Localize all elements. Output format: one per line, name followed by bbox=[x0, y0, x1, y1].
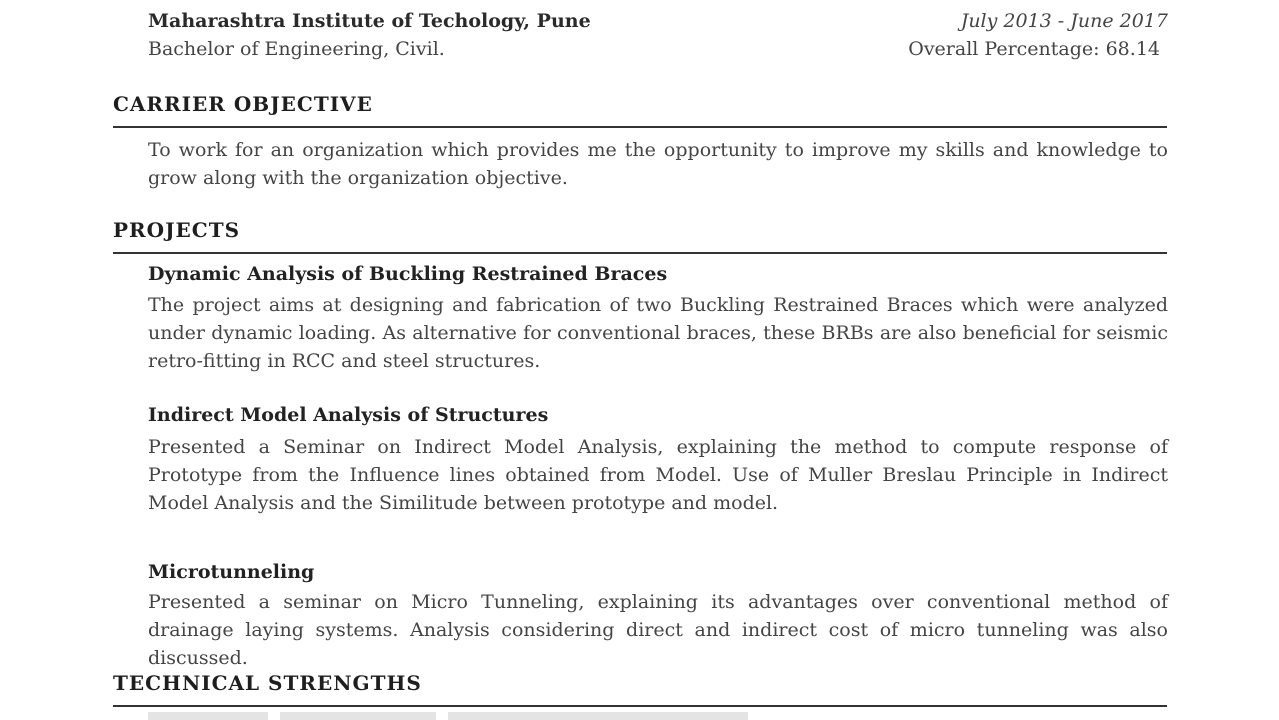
section-rule-projects bbox=[113, 252, 1167, 254]
overall-percentage: Overall Percentage: 68.14 bbox=[908, 38, 1160, 60]
project-description: Presented a Seminar on Indirect Model Analysis, explaining the method to compute response of Prototype from the Influence lines obtained from Model. Use of Muller Breslau Principle in Indirect Model Analysis and the Similitude between prototype and model. bbox=[148, 436, 1168, 514]
section-rule-objective bbox=[113, 126, 1167, 128]
education-dates: July 2013 - June 2017 bbox=[960, 10, 1168, 32]
project-description: The project aims at designing and fabrication of two Buckling Restrained Braces which were analyzed under dynamic loading. As alternative for conventional braces, these BRBs are also beneficial for seismic retro-fitting in RCC and steel structures. bbox=[148, 294, 1168, 372]
education-row-institute bbox=[148, 10, 1168, 32]
project-description: Presented a seminar on Micro Tunneling, explaining its advantages over conventional method of drainage laying systems. Analysis considering direct and indirect cost of micro tunneling was also discussed. bbox=[148, 591, 1168, 669]
section-heading-objective: CARRIER OBJECTIVE bbox=[113, 92, 373, 116]
section-rule-technical bbox=[113, 705, 1167, 707]
objective-text: To work for an organization which provides me the opportunity to improve my skills and knowledge to grow along with the organization objective. bbox=[148, 139, 1168, 189]
project-title: Microtunneling bbox=[148, 561, 315, 583]
institute-name: Maharashtra Institute of Techology, Pune bbox=[148, 10, 591, 32]
degree: Bachelor of Engineering, Civil. bbox=[148, 38, 445, 60]
cropped-text-line bbox=[148, 712, 748, 720]
section-heading-technical: TECHNICAL STRENGTHS bbox=[113, 671, 422, 695]
section-heading-projects: PROJECTS bbox=[113, 218, 241, 242]
education-row-degree bbox=[148, 38, 1168, 60]
project-title: Dynamic Analysis of Buckling Restrained Braces bbox=[148, 263, 668, 285]
project-title: Indirect Model Analysis of Structures bbox=[148, 404, 549, 426]
